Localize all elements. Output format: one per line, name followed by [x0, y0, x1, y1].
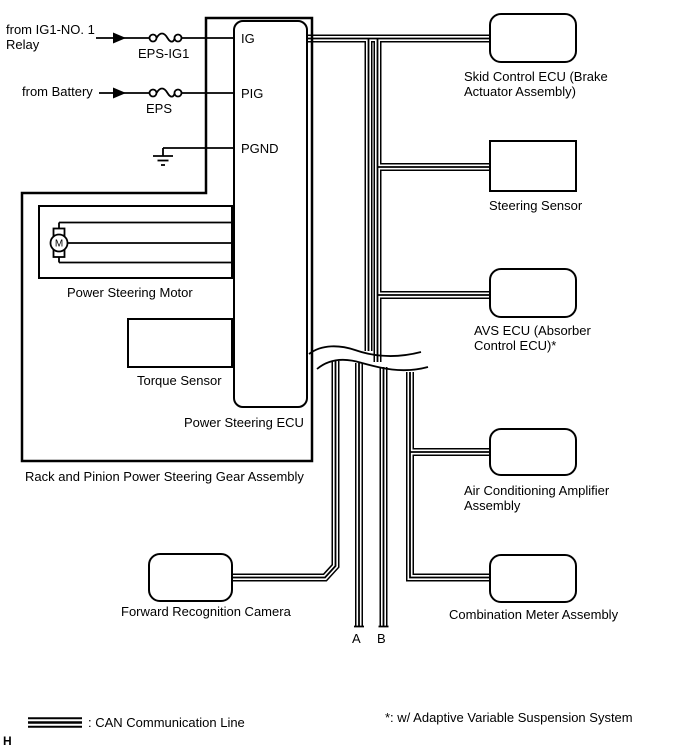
- ac-amplifier-label: Air Conditioning Amplifier Assembly: [464, 483, 610, 513]
- forward-camera-box: [148, 553, 233, 602]
- avs-ecu-box: [489, 268, 577, 318]
- forward-camera-label: Forward Recognition Camera: [121, 604, 291, 619]
- torque-sensor-label: Torque Sensor: [137, 373, 222, 388]
- fuse-eps-label: EPS: [146, 101, 173, 116]
- ground-icon: [153, 148, 173, 165]
- fuse-symbol-eps-ig1: [150, 34, 182, 42]
- power-steering-motor-box: [38, 205, 233, 279]
- page-marker: H: [3, 734, 12, 748]
- torque-sensor-box: [127, 318, 233, 368]
- ecu-pin-ig: IG: [241, 31, 255, 46]
- arrow-icon: [113, 33, 126, 44]
- can-legend-label: : CAN Communication Line: [88, 715, 245, 730]
- combination-meter-label: Combination Meter Assembly: [449, 607, 619, 622]
- power-steering-motor-label: Power Steering Motor: [67, 285, 193, 300]
- fuse-symbol-eps: [150, 89, 182, 97]
- source-battery-label: from Battery: [22, 84, 93, 99]
- motor-symbol-letter: M: [54, 238, 64, 250]
- ac-amplifier-box: [489, 428, 577, 476]
- power-steering-ecu-label: Power Steering ECU: [184, 415, 304, 430]
- avs-ecu-label: AVS ECU (Absorber Control ECU)*: [474, 323, 591, 353]
- steering-sensor-label: Steering Sensor: [489, 198, 583, 213]
- skid-control-ecu-label: Skid Control ECU (Brake Actuator Assembly): [464, 69, 608, 99]
- power-steering-ecu-box: [233, 20, 308, 408]
- arrow-icon: [113, 88, 126, 99]
- ecu-pin-pgnd: PGND: [241, 141, 279, 156]
- bus-a-label: A: [352, 631, 361, 646]
- skid-control-ecu-box: [489, 13, 577, 63]
- fuse-eps-ig1-label: EPS-IG1: [138, 46, 190, 61]
- steering-sensor-box: [489, 140, 577, 192]
- footnote-label: *: w/ Adaptive Variable Suspension System: [385, 710, 633, 725]
- assembly-label: Rack and Pinion Power Steering Gear Assembly: [25, 469, 304, 484]
- ecu-pin-pig: PIG: [241, 86, 264, 101]
- bus-b-label: B: [377, 631, 386, 646]
- combination-meter-box: [489, 554, 577, 603]
- source-ig1-relay-label: from IG1-NO. 1 Relay: [6, 22, 95, 52]
